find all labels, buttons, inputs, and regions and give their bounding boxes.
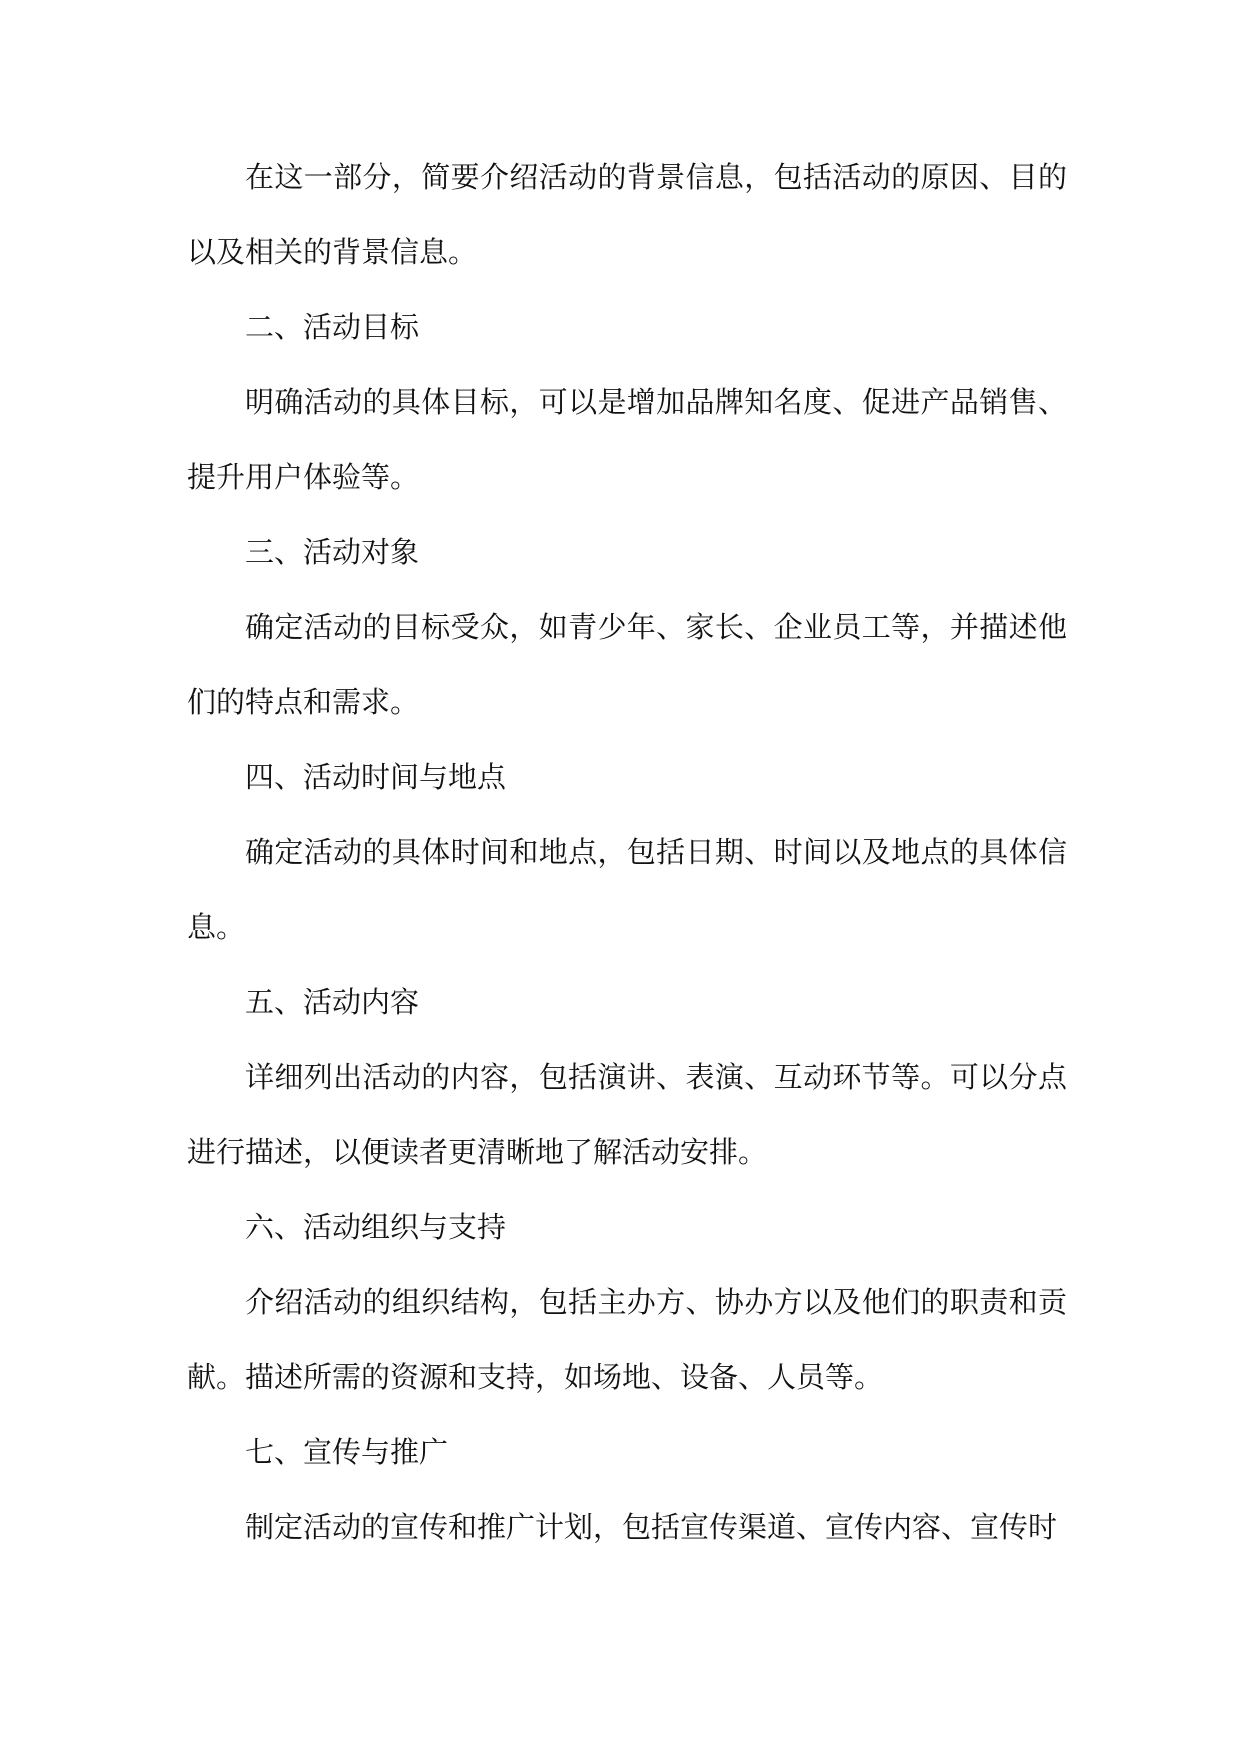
paragraph-audience: 确定活动的目标受众，如青少年、家长、企业员工等，并描述他们的特点和需求。 (187, 610, 1067, 719)
document-body (187, 140, 1067, 1565)
section-heading-content: 五、活动内容 (245, 985, 420, 1019)
paragraph-organization: 介绍活动的组织结构，包括主办方、协办方以及他们的职责和贡献。描述所需的资源和支持，如场地、设备、人员等。 (187, 1285, 1067, 1394)
paragraph-promotion: 制定活动的宣传和推广计划，包括宣传渠道、宣传内容、宣传时 (245, 1510, 1058, 1544)
paragraph-content: 详细列出活动的内容，包括演讲、表演、互动环节等。可以分点进行描述，以便读者更清晰地了解活动安排。 (187, 1060, 1067, 1169)
section-heading-promotion: 七、宣传与推广 (245, 1435, 449, 1469)
paragraph-time-place: 确定活动的具体时间和地点，包括日期、时间以及地点的具体信息。 (187, 835, 1067, 944)
paragraph-goals: 明确活动的具体目标，可以是增加品牌知名度、促进产品销售、提升用户体验等。 (187, 385, 1067, 494)
section-heading-audience: 三、活动对象 (245, 535, 420, 569)
paragraph-background: 在这一部分，简要介绍活动的背景信息，包括活动的原因、目的以及相关的背景信息。 (187, 160, 1067, 269)
section-heading-organization: 六、活动组织与支持 (245, 1210, 507, 1244)
section-heading-time-place: 四、活动时间与地点 (245, 760, 507, 794)
section-heading-goals: 二、活动目标 (245, 310, 420, 344)
